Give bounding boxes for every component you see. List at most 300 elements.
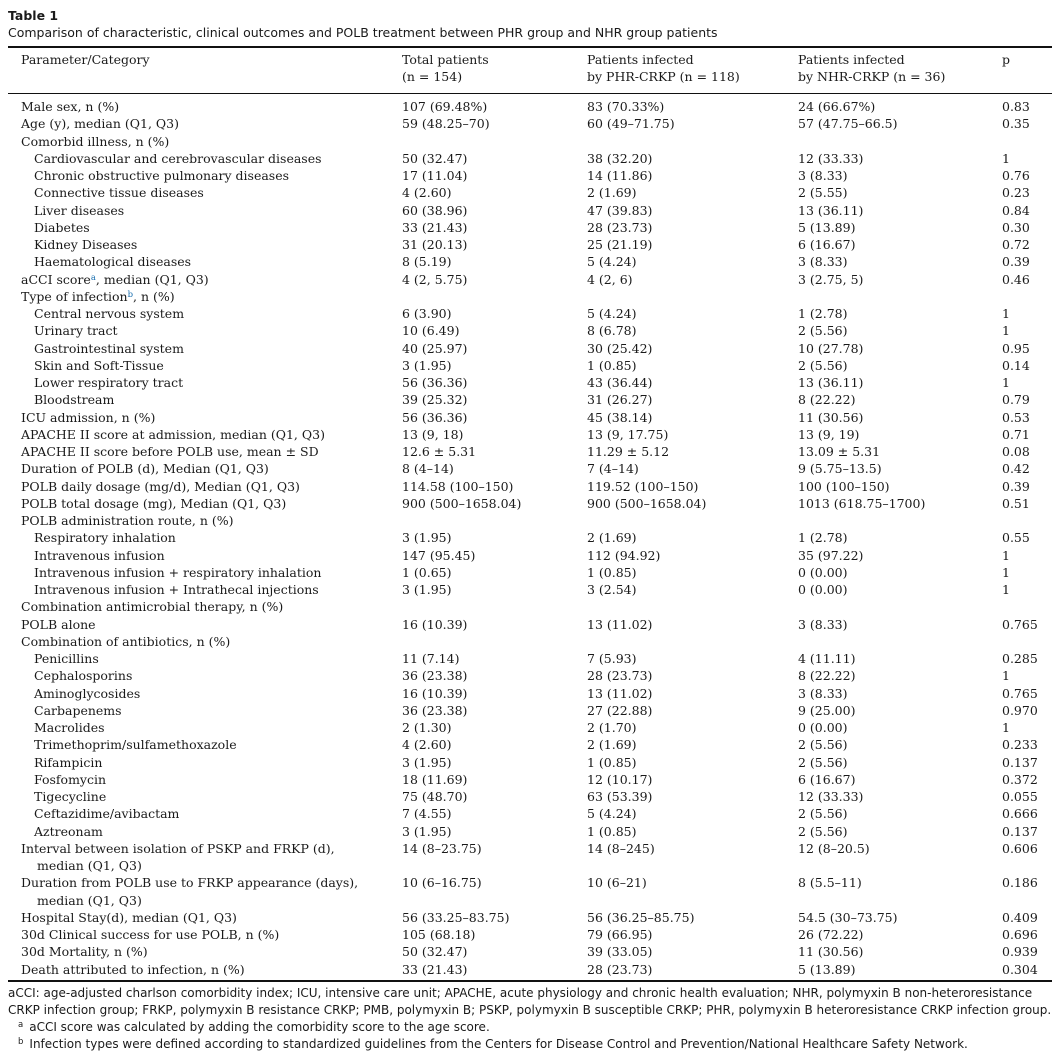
- cell-nhr: [798, 633, 1002, 650]
- table-row: [8, 771, 1052, 788]
- table-row: [8, 340, 1052, 357]
- cell-p: 1: [1002, 323, 1010, 339]
- cell-p: 0.606: [1002, 840, 1038, 856]
- table-row: [8, 754, 1052, 771]
- cell-nhr: 8 (5.5–11): [798, 875, 862, 891]
- cell-nhr: 12 (8–20.5): [798, 840, 870, 856]
- cell-total: 36 (23.38): [402, 668, 468, 684]
- footnote-a-mark: a: [18, 1019, 24, 1030]
- cell-total: 107 (69.48%): [402, 99, 488, 114]
- cell-phr: 2 (1.69): [587, 737, 637, 753]
- cell-p: 1: [1002, 150, 1010, 166]
- table-row: [8, 426, 1052, 443]
- table-row: [8, 98, 1052, 115]
- row-label-text: APACHE II score before POLB use, mean ± SD: [21, 444, 319, 459]
- table-row: [8, 512, 1052, 529]
- cell-phr: 5 (4.24): [587, 806, 637, 822]
- cell-nhr: [798, 288, 1002, 305]
- cell-phr: [587, 598, 798, 615]
- table-header: [8, 48, 1052, 93]
- cell-total: 16 (10.39): [402, 616, 468, 632]
- footnote-ref[interactable]: a: [90, 272, 96, 283]
- row-label: [21, 340, 402, 357]
- row-label-text: Death attributed to infection, n (%): [21, 961, 245, 977]
- table-row: [8, 909, 1052, 926]
- row-label: [21, 98, 402, 115]
- table-caption: Comparison of characteristic, clinical outcomes and POLB treatment between PHR group and NHR group patients: [8, 25, 718, 40]
- table-row: [8, 219, 1052, 236]
- row-label-text: Intravenous infusion + Intrathecal injections: [34, 582, 319, 597]
- row-label-text: Rifampicin: [34, 754, 103, 770]
- row-label-text: Cephalosporins: [34, 668, 133, 684]
- cell-nhr: 2 (5.56): [798, 806, 848, 822]
- row-label-text: Skin and Soft-Tissue: [34, 357, 164, 373]
- header-total: [402, 52, 587, 85]
- table-row: [8, 805, 1052, 822]
- cell-total: 8 (4–14): [402, 461, 454, 477]
- row-label-text: Hospital Stay(d), median (Q1, Q3): [21, 909, 237, 925]
- row-label-text: Haematological diseases: [34, 254, 192, 270]
- row-label: [21, 495, 402, 512]
- footnote-b-text: Infection types were defined according to standardized guidelines from the Centers for Disease Control and Prevention/National Healthcare Safety Network.: [29, 1036, 968, 1051]
- cell-phr: 3 (2.54): [587, 582, 637, 597]
- row-label: [21, 512, 402, 529]
- footnote-abbreviations: aCCI: age-adjusted charlson comorbidity index; ICU, intensive care unit; APACHE, acute physiology and chronic health evaluation; NHR, polymyxin B non-heteroresistance CRKP infection group; FRKP, polymyxin B resistance CRKP; PMB, polymyxin B; PSKP, polymyxin B susceptible CRKP; PHR, polymyxin B heteroresistance CRKP infection group.: [8, 985, 1052, 1017]
- row-label: [21, 305, 402, 322]
- cell-nhr: 1013 (618.75–1700): [798, 495, 926, 511]
- table-row: [8, 271, 1052, 288]
- cell-total: [402, 288, 587, 305]
- table-footnotes: [8, 982, 1052, 1053]
- table-row: [8, 478, 1052, 495]
- cell-phr: 2 (1.69): [587, 185, 637, 201]
- cell-nhr: 100 (100–150): [798, 478, 890, 494]
- row-label-text: Connective tissue diseases: [34, 185, 204, 201]
- row-label-text: Aminoglycosides: [34, 685, 141, 701]
- cell-p: 0.23: [1002, 185, 1030, 201]
- table-row: [8, 616, 1052, 633]
- cell-phr: 5 (4.24): [587, 306, 637, 321]
- cell-p: 1: [1002, 668, 1010, 684]
- row-label-text: Fosfomycin: [34, 771, 107, 787]
- cell-nhr: [798, 598, 1002, 615]
- row-label: [21, 771, 402, 788]
- row-label-text: Diabetes: [34, 219, 90, 235]
- table-row: [8, 564, 1052, 581]
- cell-p: 0.14: [1002, 357, 1030, 373]
- cell-p: 0.304: [1002, 961, 1038, 977]
- table-row: [8, 374, 1052, 391]
- cell-phr: 27 (22.88): [587, 702, 653, 718]
- cell-total: 105 (68.18): [402, 927, 476, 942]
- cell-total: 14 (8–23.75): [402, 840, 482, 856]
- cell-nhr: 2 (5.56): [798, 823, 848, 839]
- header-phr-line1: Patients infected: [587, 52, 694, 67]
- cell-phr: 14 (8–245): [587, 840, 655, 856]
- cell-nhr: 54.5 (30–73.75): [798, 909, 898, 925]
- cell-p: 0.71: [1002, 426, 1030, 442]
- header-parameter-label: Parameter/Category: [21, 52, 150, 67]
- row-label: [21, 426, 402, 443]
- cell-nhr: 0 (0.00): [798, 564, 848, 580]
- row-label-text: Gastrointestinal system: [34, 340, 184, 356]
- row-label: [21, 874, 402, 909]
- cell-nhr: [798, 512, 1002, 529]
- row-label-text: Cardiovascular and cerebrovascular diseases: [34, 150, 322, 166]
- cell-nhr: 2 (5.56): [798, 754, 848, 770]
- cell-p: [1002, 288, 1060, 305]
- row-label-text: 30d Mortality, n (%): [21, 944, 148, 960]
- cell-phr: 8 (6.78): [587, 323, 637, 339]
- cell-p: 0.83: [1002, 99, 1030, 114]
- cell-phr: 31 (26.27): [587, 392, 653, 408]
- row-label: [21, 460, 402, 477]
- table-row: [8, 667, 1052, 684]
- cell-nhr: 0 (0.00): [798, 582, 848, 597]
- cell-total: 31 (20.13): [402, 237, 468, 252]
- header-parameter: [21, 52, 402, 85]
- cell-nhr: 2 (5.55): [798, 185, 848, 201]
- cell-phr: 7 (5.93): [587, 651, 637, 666]
- cell-phr: 63 (53.39): [587, 789, 653, 804]
- table-row: [8, 495, 1052, 512]
- cell-phr: [587, 633, 798, 650]
- row-label: [21, 478, 402, 495]
- cell-nhr: 24 (66.67%): [798, 99, 876, 114]
- header-nhr: [798, 52, 1002, 85]
- cell-total: 12.6 ± 5.31: [402, 444, 477, 459]
- cell-p: 0.186: [1002, 875, 1038, 891]
- cell-nhr: 6 (16.67): [798, 771, 856, 787]
- row-label: [21, 788, 402, 805]
- cell-phr: 12 (10.17): [587, 771, 653, 787]
- row-label: [21, 529, 402, 546]
- table-row: [8, 581, 1052, 598]
- row-label: [21, 840, 402, 875]
- cell-p: 0.765: [1002, 685, 1038, 701]
- cell-total: 39 (25.32): [402, 392, 468, 408]
- table-row: [8, 133, 1052, 150]
- cell-p: 0.46: [1002, 271, 1030, 287]
- row-label-text: Tigecycline: [34, 789, 107, 804]
- footnote-b: [8, 1036, 1052, 1053]
- cell-phr: 28 (23.73): [587, 961, 653, 977]
- row-label-text: Kidney Diseases: [34, 237, 138, 252]
- table-body: [8, 94, 1052, 980]
- row-label: [21, 409, 402, 426]
- table-row: [8, 115, 1052, 132]
- table-row: [8, 357, 1052, 374]
- cell-p: 0.970: [1002, 702, 1038, 718]
- cell-total: 56 (33.25–83.75): [402, 909, 510, 925]
- row-label: [21, 736, 402, 753]
- cell-phr: 28 (23.73): [587, 668, 653, 684]
- cell-phr: 2 (1.69): [587, 530, 637, 546]
- row-label-text: Carbapenems: [34, 702, 122, 718]
- row-label: [21, 133, 402, 150]
- row-label: [21, 288, 402, 305]
- table-row: [8, 409, 1052, 426]
- row-label: [21, 184, 402, 201]
- cell-p: 1: [1002, 375, 1010, 390]
- table-row: [8, 702, 1052, 719]
- cell-p: 1: [1002, 582, 1010, 597]
- cell-p: 0.233: [1002, 737, 1038, 753]
- cell-phr: 43 (36.44): [587, 375, 653, 390]
- row-label: [21, 202, 402, 219]
- cell-p: 0.35: [1002, 116, 1030, 132]
- table-row: [8, 633, 1052, 650]
- table-row: [8, 150, 1052, 167]
- table-row: [8, 322, 1052, 339]
- cell-nhr: 1 (2.78): [798, 530, 848, 546]
- row-label-text: aCCI score: [21, 271, 91, 287]
- header-phr-line2: by PHR-CRKP (n = 118): [587, 68, 740, 84]
- row-label-continuation: median (Q1, Q3): [37, 892, 142, 908]
- header-p: [1002, 52, 1060, 85]
- cell-total: 3 (1.95): [402, 530, 452, 546]
- cell-total: 50 (32.47): [402, 944, 468, 960]
- row-label-text: Duration of POLB (d), Median (Q1, Q3): [21, 461, 269, 477]
- cell-nhr: 3 (8.33): [798, 168, 848, 183]
- cell-total: 13 (9, 18): [402, 426, 464, 442]
- row-label: [21, 271, 402, 288]
- cell-phr: 4 (2, 6): [587, 271, 633, 287]
- cell-phr: 10 (6–21): [587, 875, 647, 891]
- cell-total: [402, 133, 587, 150]
- row-label: [21, 115, 402, 132]
- cell-phr: [587, 133, 798, 150]
- cell-total: 60 (38.96): [402, 202, 468, 218]
- cell-total: 11 (7.14): [402, 651, 460, 666]
- row-label-text: Ceftazidime/avibactam: [34, 806, 180, 822]
- row-label: [21, 564, 402, 581]
- cell-total: 4 (2, 5.75): [402, 271, 468, 287]
- cell-nhr: 35 (97.22): [798, 547, 864, 563]
- header-total-line1: Total patients: [402, 52, 489, 67]
- cell-p: 0.137: [1002, 823, 1038, 839]
- cell-total: 59 (48.25–70): [402, 116, 490, 132]
- cell-total: 3 (1.95): [402, 357, 452, 373]
- cell-p: 0.39: [1002, 254, 1030, 270]
- cell-p: 1: [1002, 564, 1010, 580]
- cell-p: 0.939: [1002, 944, 1038, 960]
- cell-total: 18 (11.69): [402, 771, 468, 787]
- cell-nhr: 13 (36.11): [798, 375, 864, 390]
- row-label: [21, 754, 402, 771]
- row-label-text: APACHE II score at admission, median (Q1, Q3): [21, 426, 325, 442]
- table-row: [8, 788, 1052, 805]
- cell-phr: [587, 288, 798, 305]
- cell-total: 10 (6–16.75): [402, 875, 482, 891]
- row-label: [21, 547, 402, 564]
- cell-phr: 39 (33.05): [587, 944, 653, 960]
- cell-nhr: 11 (30.56): [798, 944, 864, 960]
- cell-p: 0.055: [1002, 789, 1038, 804]
- row-label-text: ICU admission, n (%): [21, 409, 156, 425]
- row-label: [21, 219, 402, 236]
- table-row: [8, 961, 1052, 978]
- cell-phr: 13 (11.02): [587, 616, 653, 632]
- row-label-text: Combination of antibiotics, n (%): [21, 633, 231, 649]
- row-label-text: Interval between isolation of PSKP and FRKP (d),: [21, 840, 335, 856]
- cell-p: [1002, 133, 1060, 150]
- cell-nhr: 13 (36.11): [798, 202, 864, 218]
- cell-p: 0.72: [1002, 237, 1030, 252]
- cell-p: 0.30: [1002, 219, 1030, 235]
- table-row: [8, 943, 1052, 960]
- table-row: [8, 650, 1052, 667]
- cell-total: 56 (36.36): [402, 409, 468, 425]
- table-row: [8, 305, 1052, 322]
- row-label-text: Macrolides: [34, 720, 105, 735]
- footnote-ref[interactable]: b: [127, 289, 134, 300]
- cell-nhr: 12 (33.33): [798, 789, 864, 804]
- cell-nhr: 3 (8.33): [798, 685, 848, 701]
- cell-phr: 79 (66.95): [587, 927, 653, 942]
- table-row: [8, 391, 1052, 408]
- table-label: Table 1: [8, 8, 59, 23]
- row-label: [21, 322, 402, 339]
- cell-phr: 1 (0.85): [587, 754, 637, 770]
- row-label-tail: , median (Q1, Q3): [95, 271, 209, 287]
- table-row: [8, 926, 1052, 943]
- cell-total: 2 (1.30): [402, 720, 452, 735]
- cell-total: 50 (32.47): [402, 150, 468, 166]
- row-label: [21, 598, 402, 615]
- cell-nhr: 5 (13.89): [798, 219, 856, 235]
- cell-nhr: 10 (27.78): [798, 340, 864, 356]
- row-label: [21, 926, 402, 943]
- table-row: [8, 443, 1052, 460]
- row-label: [21, 374, 402, 391]
- table-row: [8, 202, 1052, 219]
- row-label: [21, 443, 402, 460]
- cell-phr: 60 (49–71.75): [587, 116, 675, 132]
- cell-phr: 5 (4.24): [587, 254, 637, 270]
- cell-p: 0.84: [1002, 202, 1030, 218]
- cell-total: 4 (2.60): [402, 737, 452, 753]
- row-label-text: Type of infection: [21, 288, 128, 304]
- cell-p: 0.08: [1002, 444, 1030, 459]
- row-label-text: 30d Clinical success for use POLB, n (%): [21, 927, 280, 942]
- cell-total: 114.58 (100–150): [402, 478, 514, 494]
- cell-p: 0.372: [1002, 771, 1038, 787]
- row-label: [21, 702, 402, 719]
- row-label-text: Age (y), median (Q1, Q3): [21, 116, 179, 132]
- table-row: [8, 736, 1052, 753]
- cell-total: 3 (1.95): [402, 754, 452, 770]
- cell-p: [1002, 598, 1060, 615]
- cell-phr: 13 (9, 17.75): [587, 426, 669, 442]
- cell-total: 3 (1.95): [402, 582, 452, 597]
- cell-nhr: 5 (13.89): [798, 961, 856, 977]
- row-label: [21, 357, 402, 374]
- cell-p: 0.53: [1002, 409, 1030, 425]
- cell-total: 7 (4.55): [402, 806, 452, 822]
- cell-phr: 13 (11.02): [587, 685, 653, 701]
- cell-nhr: 9 (5.75–13.5): [798, 461, 882, 477]
- table-row: [8, 719, 1052, 736]
- cell-total: 40 (25.97): [402, 340, 468, 356]
- cell-nhr: 57 (47.75–66.5): [798, 116, 898, 132]
- cell-phr: 1 (0.85): [587, 357, 637, 373]
- cell-phr: 83 (70.33%): [587, 99, 665, 114]
- cell-total: [402, 512, 587, 529]
- row-label: [21, 805, 402, 822]
- row-label-text: Intravenous infusion + respiratory inhalation: [34, 564, 322, 580]
- cell-phr: 38 (32.20): [587, 150, 653, 166]
- row-label: [21, 616, 402, 633]
- cell-p: 0.39: [1002, 478, 1030, 494]
- row-label-continuation: median (Q1, Q3): [37, 858, 142, 873]
- cell-phr: 11.29 ± 5.12: [587, 444, 670, 459]
- row-label-text: Urinary tract: [34, 323, 118, 339]
- cell-nhr: 13.09 ± 5.31: [798, 444, 881, 459]
- row-label-text: POLB total dosage (mg), Median (Q1, Q3): [21, 495, 287, 511]
- row-label: [21, 253, 402, 270]
- cell-nhr: 4 (11.11): [798, 651, 856, 666]
- cell-nhr: 26 (72.22): [798, 927, 864, 942]
- row-label-text: Liver diseases: [34, 202, 125, 218]
- cell-phr: 47 (39.83): [587, 202, 653, 218]
- cell-nhr: 12 (33.33): [798, 150, 864, 166]
- cell-phr: 2 (1.70): [587, 720, 637, 735]
- row-label: [21, 961, 402, 978]
- table-row: [8, 840, 1052, 875]
- row-label-text: Penicillins: [34, 651, 99, 666]
- cell-p: 0.409: [1002, 909, 1038, 925]
- cell-phr: 900 (500–1658.04): [587, 495, 707, 511]
- row-label-text: Male sex, n (%): [21, 99, 120, 114]
- cell-p: [1002, 512, 1060, 529]
- row-label: [21, 943, 402, 960]
- header-nhr-line2: by NHR-CRKP (n = 36): [798, 68, 946, 84]
- row-label: [21, 685, 402, 702]
- cell-p: 0.55: [1002, 530, 1030, 546]
- cell-p: 0.51: [1002, 495, 1030, 511]
- cell-nhr: 0 (0.00): [798, 720, 848, 735]
- row-label: [21, 236, 402, 253]
- cell-total: 10 (6.49): [402, 323, 460, 339]
- row-label: [21, 719, 402, 736]
- cell-phr: 25 (21.19): [587, 237, 653, 252]
- cell-p: 1: [1002, 547, 1010, 563]
- row-label: [21, 823, 402, 840]
- table-row: [8, 460, 1052, 477]
- table-row: [8, 253, 1052, 270]
- cell-p: 0.696: [1002, 927, 1038, 942]
- footnote-a-text: aCCI score was calculated by adding the comorbidity score to the age score.: [29, 1019, 490, 1034]
- cell-phr: 56 (36.25–85.75): [587, 909, 695, 925]
- row-label-text: POLB daily dosage (mg/d), Median (Q1, Q3): [21, 478, 300, 494]
- cell-total: 33 (21.43): [402, 219, 468, 235]
- cell-total: 33 (21.43): [402, 961, 468, 977]
- header-nhr-line1: Patients infected: [798, 52, 905, 67]
- table-row: [8, 823, 1052, 840]
- cell-nhr: 8 (22.22): [798, 392, 856, 408]
- cell-p: 0.95: [1002, 340, 1030, 356]
- cell-p: 0.137: [1002, 754, 1038, 770]
- row-label: [21, 391, 402, 408]
- cell-total: 6 (3.90): [402, 306, 452, 321]
- cell-total: 3 (1.95): [402, 823, 452, 839]
- row-label-text: Respiratory inhalation: [34, 530, 176, 546]
- row-label-text: Lower respiratory tract: [34, 375, 184, 390]
- row-label-text: Chronic obstructive pulmonary diseases: [34, 168, 290, 183]
- row-label-text: Central nervous system: [34, 306, 185, 321]
- cell-p: 0.76: [1002, 168, 1030, 183]
